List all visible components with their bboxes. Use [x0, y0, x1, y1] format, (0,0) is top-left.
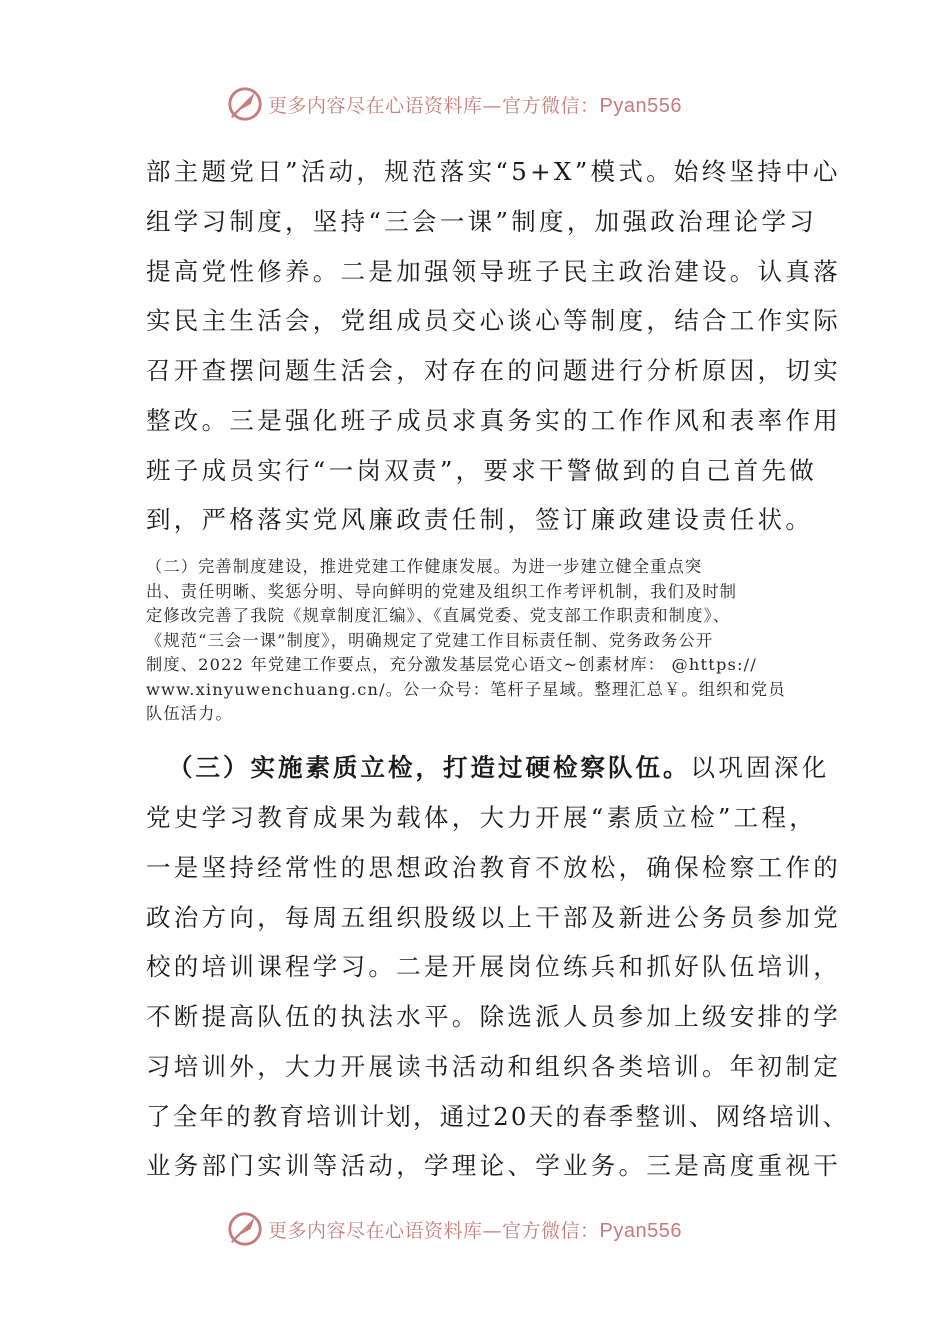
- text-line: 提高党性修养。二是加强领导班子民主政治建设。认真落: [146, 257, 841, 286]
- text-line: 了全年的教育培训计划，通过20天的春季整训、网络培训、: [146, 1102, 850, 1131]
- text-line: 不断提高队伍的执法水平。除选派人员参加上级安排的学: [146, 1002, 841, 1031]
- text-line: 部主题党日”活动，规范落实“5+X”模式。始终坚持中心: [146, 157, 841, 186]
- banner-text: [268, 91, 682, 118]
- text-line: 党史学习教育成果为载体，大力开展“素质立检”工程，: [146, 803, 818, 832]
- banner-label: 更多内容尽在心语资料库—官方微信：: [268, 1219, 600, 1242]
- quill-logo-icon: [226, 1210, 264, 1248]
- section-3-heading: （三）实施素质立检，打造过硬检察队伍。: [168, 753, 691, 782]
- text-line: 召开查摆问题生活会，对存在的问题进行分析原因，切实: [146, 356, 841, 385]
- footer-watermark-banner: [226, 1209, 746, 1249]
- text-line: 习培训外，大力开展读书活动和组织各类培训。年初制定: [146, 1052, 841, 1081]
- text-line: 政治方向，每周五组织股级以上干部及新进公务员参加党: [146, 903, 841, 932]
- small-text-line: 定修改完善了我院《规章制度汇编》、《直属党委、党支部工作职责和制度》、: [146, 606, 731, 625]
- quill-logo-icon: [226, 85, 264, 123]
- section-3-heading-line: [168, 752, 838, 784]
- text-line: 到，严格落实党风廉政责任制，签订廉政建设责任状。: [146, 505, 814, 534]
- banner-wechat-id: Pyan556: [599, 1219, 682, 1242]
- small-paragraph-2: [146, 555, 810, 727]
- section-3-heading-rest: 以巩固深化: [690, 753, 830, 782]
- banner-label: 更多内容尽在心语资料库—官方微信：: [268, 94, 600, 117]
- text-line: 业务部门实训等活动，学理论、学业务。三是高度重视干: [146, 1151, 841, 1180]
- text-line: 班子成员实行“一岗双责”，要求干警做到的自己首先做: [146, 456, 818, 485]
- small-text-line: 《规范“三会一课”制度》，明确规定了党建工作目标责任制、党务政务公开: [146, 630, 714, 650]
- header-watermark-banner: [226, 84, 746, 124]
- small-text-line: 制度、2022 年党建工作要点，充分激发基层党心语文~创素材库： @https://: [146, 655, 757, 674]
- small-text-line: 出、责任明晰、奖惩分明、导向鲜明的党建及组织工作考评机制，我们及时制: [146, 581, 738, 601]
- text-line: 整改。三是强化班子成员求真务实的工作作风和表率作用: [146, 406, 841, 435]
- small-text-line: （二）完善制度建设，推进党建工作健康发展。为进一步建立健全重点突: [146, 557, 703, 576]
- small-text-line: www.xinyuwenchuang.cn/。公一众号：笔杆子星域。整理汇总￥。组织和党员: [146, 679, 786, 699]
- text-line: 校的培训课程学习。二是开展岗位练兵和抓好队伍培训，: [146, 952, 841, 981]
- small-text-line: 队伍活力。: [146, 704, 233, 723]
- text-line: 实民主生活会，党组成员交心谈心等制度，结合工作实际: [146, 306, 841, 335]
- text-line: 组学习制度，坚持“三会一课”制度，加强政治理论学习: [146, 207, 818, 236]
- text-line: 一是坚持经常性的思想政治教育不放松，确保检察工作的: [146, 853, 841, 882]
- banner-wechat-id: Pyan556: [599, 94, 682, 117]
- banner-text: [268, 1216, 682, 1243]
